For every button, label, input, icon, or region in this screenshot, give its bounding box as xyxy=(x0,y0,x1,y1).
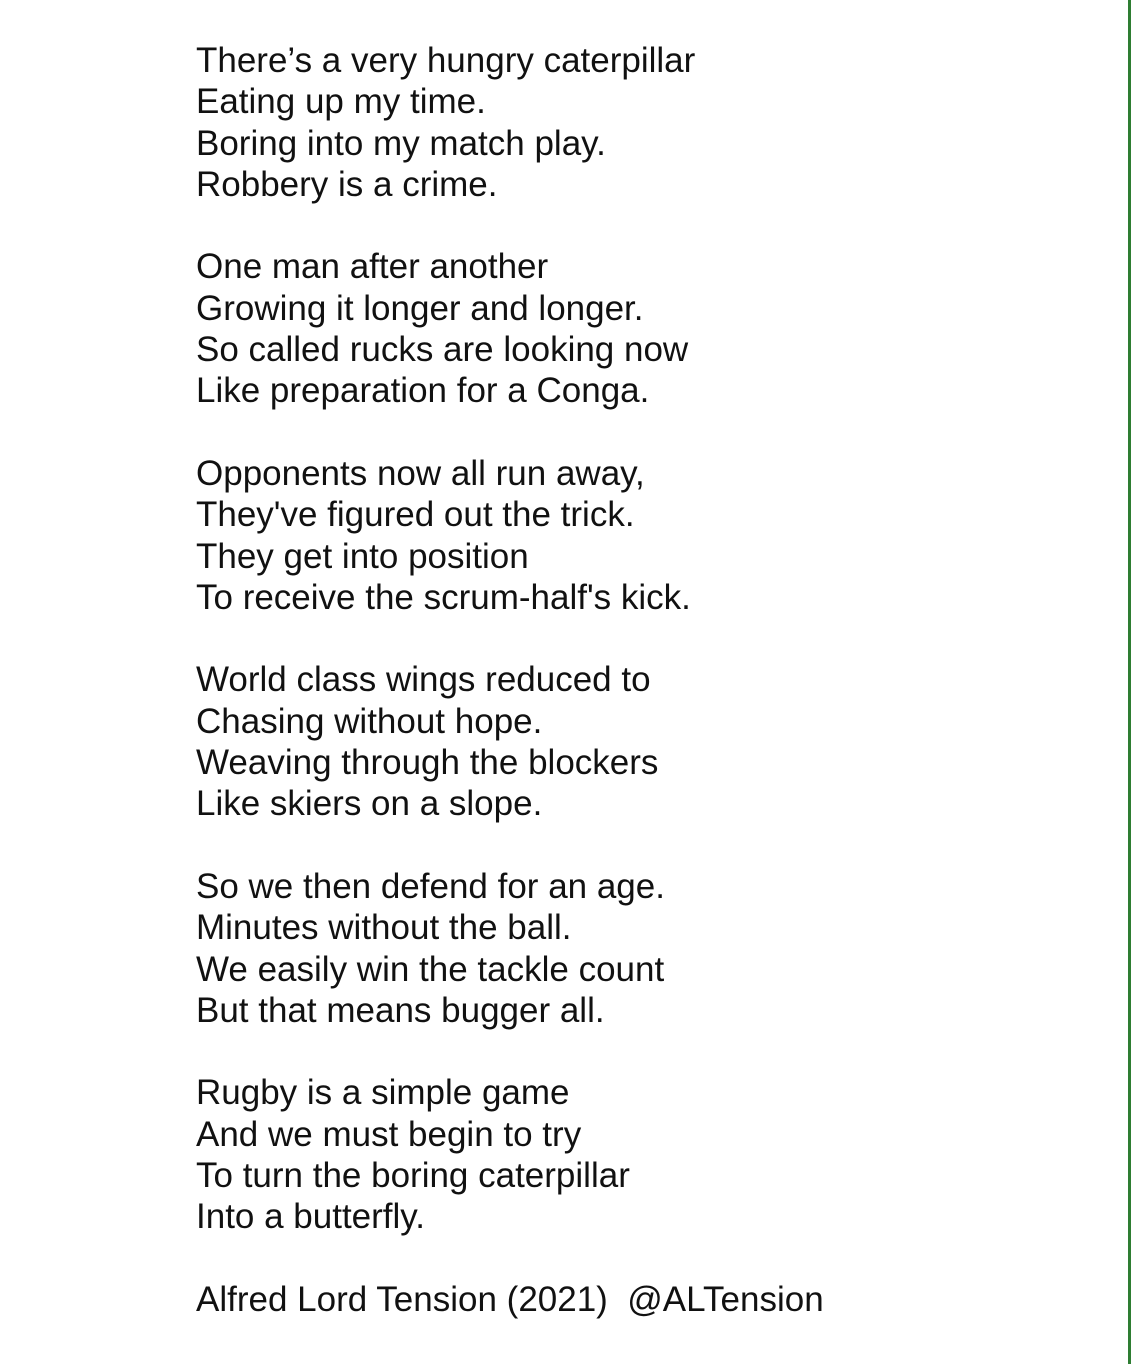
poem-line: Weaving through the blockers xyxy=(196,743,659,783)
poem-line: Minutes without the ball. xyxy=(196,908,572,948)
poem-line: Rugby is a simple game xyxy=(196,1073,570,1113)
poem-line: To receive the scrum-half's kick. xyxy=(196,577,691,617)
poem-line: Opponents now all run away, xyxy=(196,453,645,493)
stanza-4 xyxy=(196,659,1076,824)
poem-line: Eating up my time. xyxy=(196,82,486,122)
poem-line: There’s a very hungry caterpillar xyxy=(196,41,696,80)
poem-line: World class wings reduced to xyxy=(196,660,651,700)
poem-line: Boring into my match play. xyxy=(196,123,606,163)
poem-line: To turn the boring caterpillar xyxy=(196,1156,630,1196)
poem-line: Like skiers on a slope. xyxy=(196,784,543,824)
poem-line: So called rucks are looking now xyxy=(196,330,689,370)
stanza-1 xyxy=(196,40,1076,205)
stanza-2 xyxy=(196,246,1076,411)
poem-line: But that means bugger all. xyxy=(196,990,605,1030)
page-right-border xyxy=(1127,0,1133,1364)
poem-line: They get into position xyxy=(196,536,529,576)
poem-line: Into a butterfly. xyxy=(196,1197,425,1237)
poem-line: Like preparation for a Conga. xyxy=(196,371,650,411)
poem-line: We easily win the tackle count xyxy=(196,949,665,989)
green-border-line xyxy=(1128,0,1131,1364)
poem-line: Growing it longer and longer. xyxy=(196,288,644,328)
poem-line: They've figured out the trick. xyxy=(196,495,635,535)
poem-line: So we then defend for an age. xyxy=(196,866,665,906)
poem-line: Chasing without hope. xyxy=(196,701,543,741)
poem-line: And we must begin to try xyxy=(196,1114,582,1154)
poem-line: One man after another xyxy=(196,247,549,287)
stanza-5 xyxy=(196,866,1076,1031)
author-signature: Alfred Lord Tension (2021) @ALTension xyxy=(196,1279,824,1319)
stanza-6 xyxy=(196,1072,1076,1237)
stanza-3 xyxy=(196,453,1076,618)
poem xyxy=(196,40,1076,1320)
poem-line: Robbery is a crime. xyxy=(196,164,498,204)
